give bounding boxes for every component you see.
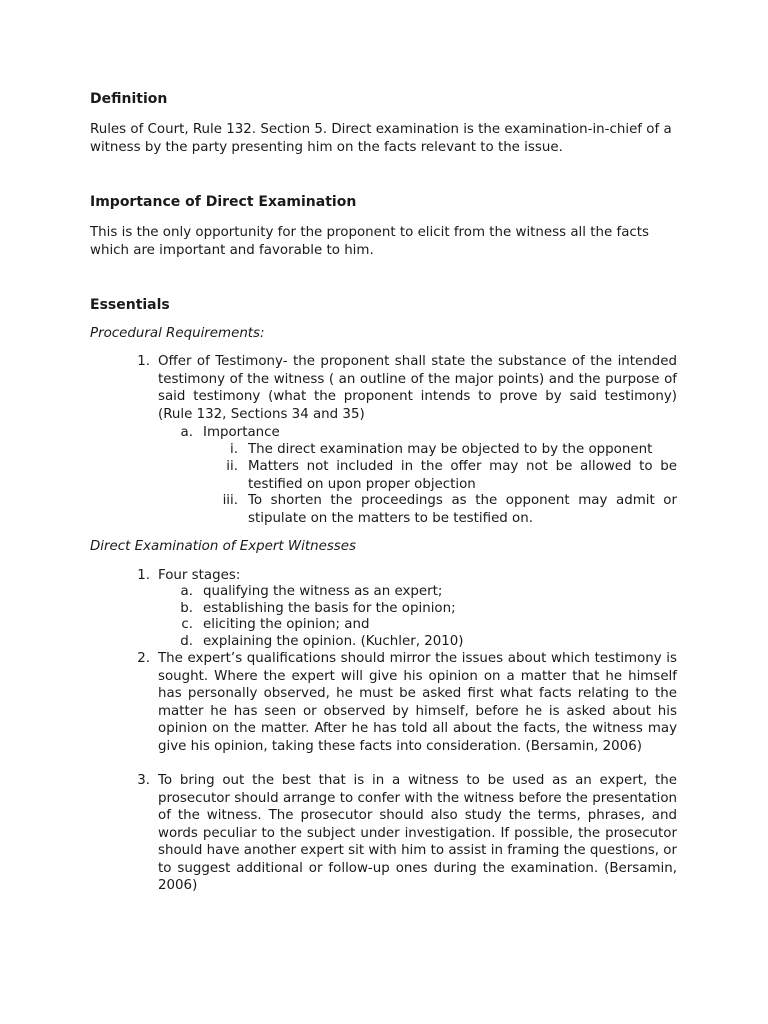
sublist-letter: a. xyxy=(180,425,193,440)
sublist-item: eliciting the opinion; and xyxy=(203,617,370,632)
roman-item: The direct examination may be objected to by the opponent xyxy=(248,442,653,457)
list-number: 2. xyxy=(137,651,150,666)
roman-numeral: iii. xyxy=(222,493,238,508)
roman-numeral: i. xyxy=(230,442,238,457)
roman-item: To shorten the proceedings as the opponent may admit or stipulate on the matters to be testified on. xyxy=(248,493,677,526)
sublist-letter: c. xyxy=(181,617,193,632)
list-item-expert-qualifications: The expert’s qualifications should mirror the issues about which testimony is sought. Where the expert will give his opinion on a matter that he himself has personally observed, he must be asked first what facts relating to the matter he has seen or observed by himself, before he is asked about his opinion on the matter. After he has told all about the facts, the witness may give his opinion, taking these facts into consideration. (Bersamin, 2006) xyxy=(158,651,677,754)
roman-numeral: ii. xyxy=(226,459,238,474)
list-number: 3. xyxy=(137,773,150,788)
roman-item: Matters not included in the offer may not be allowed to be testified on upon proper objection xyxy=(248,459,677,492)
section-heading-essentials: Essentials xyxy=(90,297,170,313)
sublist-item-importance: Importance xyxy=(203,425,280,440)
list-item-offer-of-testimony: Offer of Testimony- the proponent shall state the substance of the intended testimony of the witness ( an outline of the major points) and the purpose of said testimony (what the proponent intends to prove by said testimony) (Rule 132, Sections 34 and 35) xyxy=(158,354,677,422)
subheading-procedural-requirements: Procedural Requirements: xyxy=(90,326,265,341)
sublist-item: establishing the basis for the opinion; xyxy=(203,601,456,616)
definition-paragraph: Rules of Court, Rule 132. Section 5. Direct examination is the examination-in-chief of a witness by the party presenting him on the facts relevant to the issue. xyxy=(90,122,672,155)
list-number: 1. xyxy=(137,568,150,583)
list-item-prosecutor-preparation: To bring out the best that is in a witness to be used as an expert, the prosecutor should arrange to confer with the witness before the presentation of the witness. The prosecutor should also study the terms, phrases, and words peculiar to the subject under investigation. If possible, the prosecutor should have another expert sit with him to assist in framing the questions, or to suggest additional or follow-up ones during the examination. (Bersamin, 2006) xyxy=(158,773,677,893)
list-number: 1. xyxy=(137,354,150,369)
list-item-four-stages: Four stages: xyxy=(158,568,241,583)
sublist-letter: b. xyxy=(180,601,193,616)
sublist-letter: d. xyxy=(180,634,193,649)
importance-paragraph: This is the only opportunity for the proponent to elicit from the witness all the facts which are important and favorable to him. xyxy=(90,225,649,258)
sublist-item: qualifying the witness as an expert; xyxy=(203,584,443,599)
subheading-expert-witnesses: Direct Examination of Expert Witnesses xyxy=(90,539,357,554)
sublist-item: explaining the opinion. (Kuchler, 2010) xyxy=(203,634,464,649)
section-heading-definition: Definition xyxy=(90,91,168,107)
sublist-letter: a. xyxy=(180,584,193,599)
section-heading-importance: Importance of Direct Examination xyxy=(90,194,357,210)
